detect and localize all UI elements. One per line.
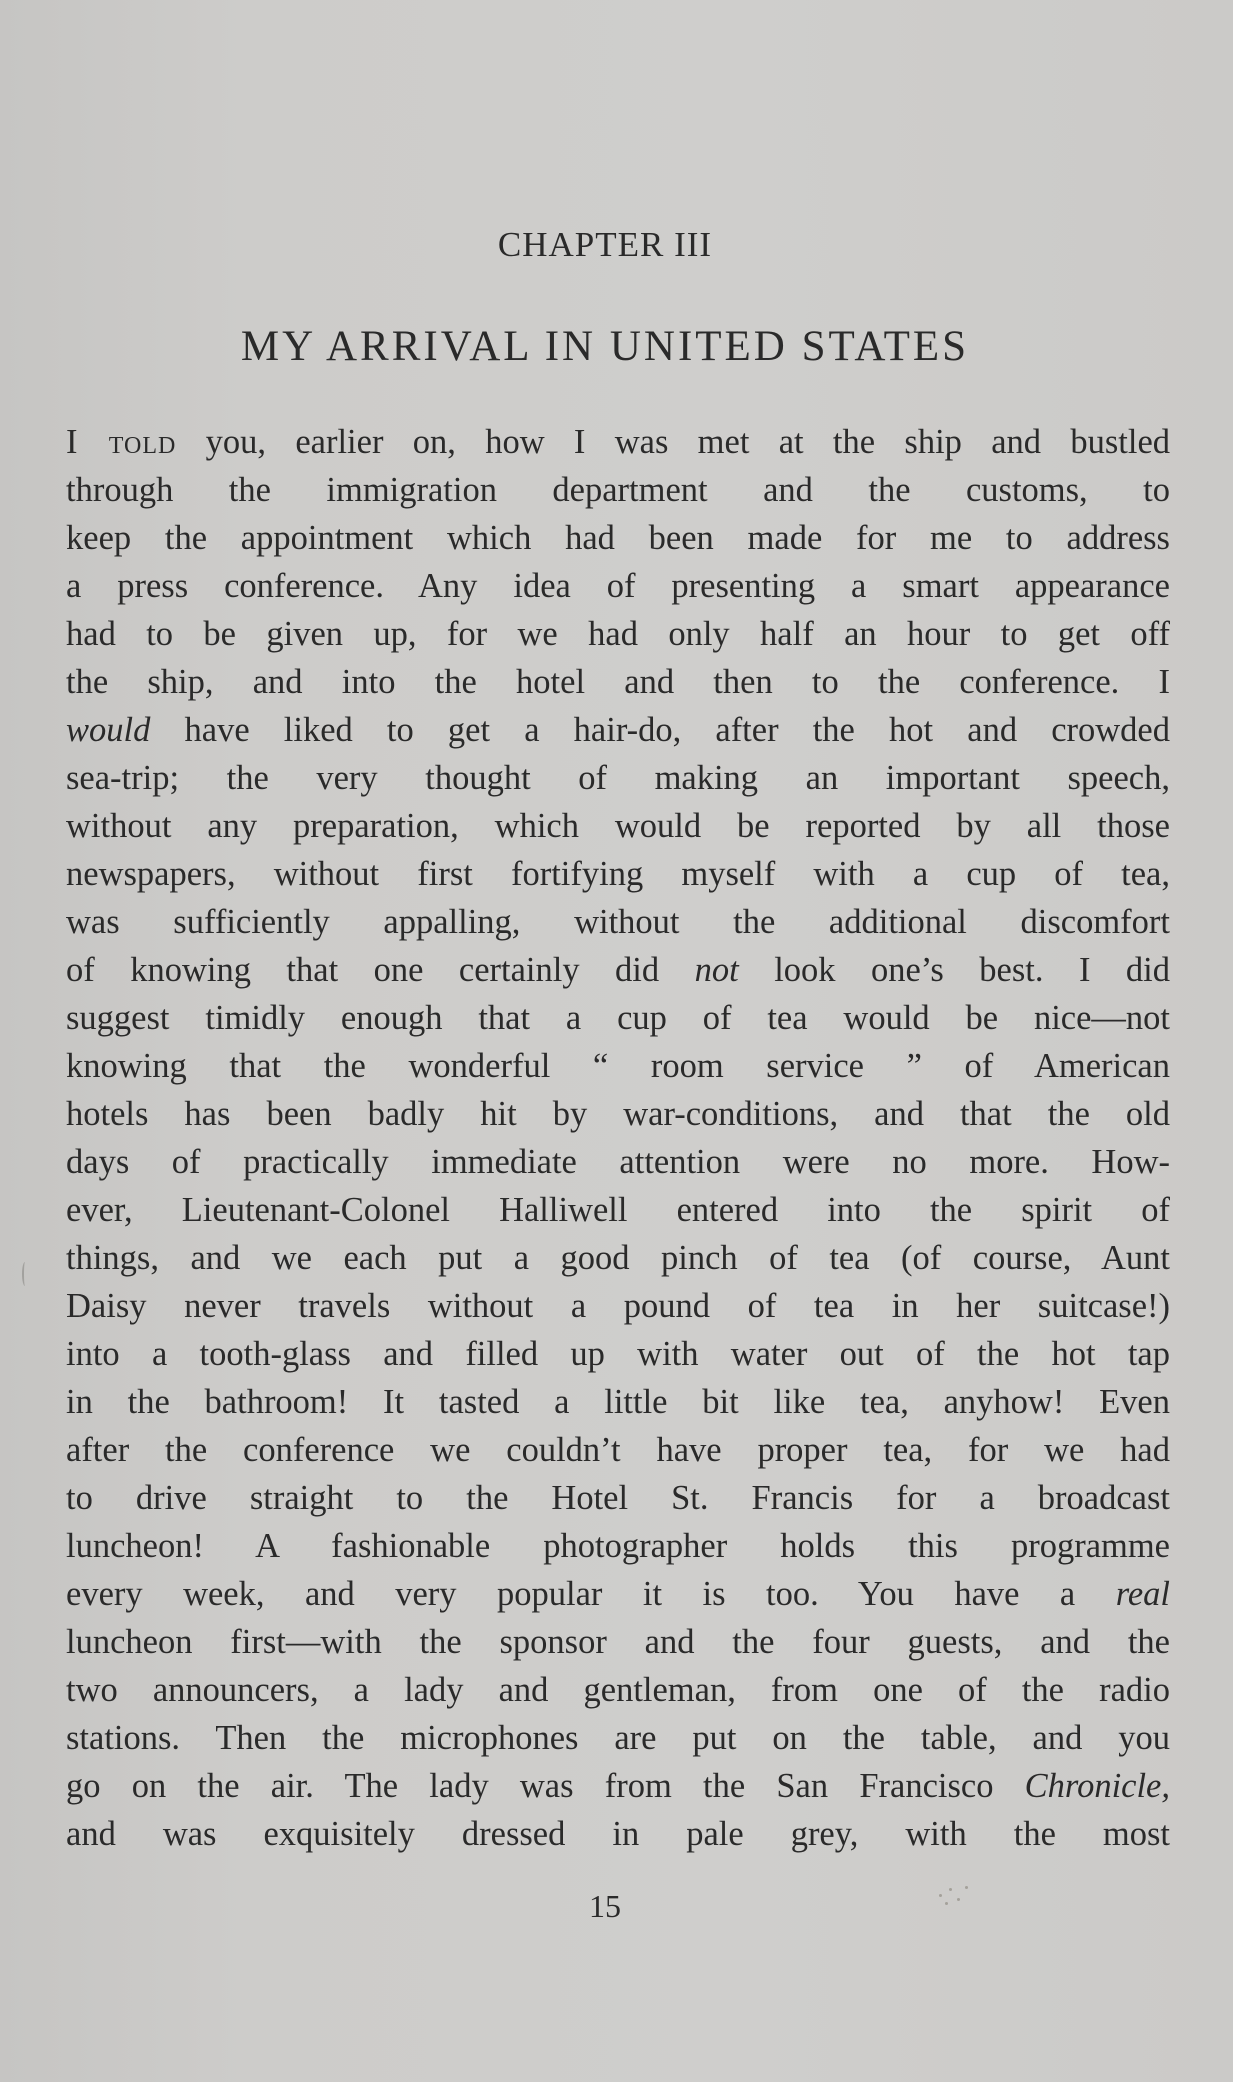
text-line: to drive straight to the Hotel St. Francis for a broadcast bbox=[66, 1479, 1170, 1517]
paper-specks bbox=[935, 1880, 975, 1910]
text-line: I told you, earlier on, how I was met at the ship and bustled bbox=[66, 423, 1170, 461]
text-line: after the conference we couldn’t have proper tea, for we had bbox=[66, 1431, 1170, 1469]
italic-word: would bbox=[66, 711, 151, 749]
opening-word: I told bbox=[66, 423, 177, 461]
text-line: a press conference. Any idea of presenting a smart appearance bbox=[66, 567, 1170, 605]
text-line: of knowing that one certainly did not look one’s best. I did bbox=[66, 951, 1170, 989]
text-line: sea-trip; the very thought of making an important speech, bbox=[66, 759, 1170, 797]
text-line: things, and we each put a good pinch of tea (of course, Aunt bbox=[66, 1239, 1170, 1277]
text-line: two announcers, a lady and gentleman, from one of the radio bbox=[66, 1671, 1170, 1709]
italic-word: real bbox=[1115, 1575, 1170, 1613]
text-line: every week, and very popular it is too. You have a real bbox=[66, 1575, 1170, 1613]
text-line: was sufficiently appalling, without the additional discomfort bbox=[66, 903, 1170, 941]
text-line: the ship, and into the hotel and then to the conference. I bbox=[66, 663, 1170, 701]
text-line: stations. Then the microphones are put on the table, and you bbox=[66, 1719, 1170, 1757]
text-line: suggest timidly enough that a cup of tea would be nice—not bbox=[66, 999, 1170, 1037]
chapter-title: MY ARRIVAL IN UNITED STATES bbox=[240, 323, 970, 370]
text-line: Daisy never travels without a pound of tea in her suitcase!) bbox=[66, 1287, 1170, 1325]
text-line: newspapers, without first fortifying myself with a cup of tea, bbox=[66, 855, 1170, 893]
text-line: keep the appointment which had been made for me to address bbox=[66, 519, 1170, 557]
text-line: luncheon first—with the sponsor and the four guests, and the bbox=[66, 1623, 1170, 1661]
text-line: go on the air. The lady was from the San Francisco Chronicle, bbox=[66, 1767, 1170, 1805]
text-line: into a tooth-glass and filled up with water out of the hot tap bbox=[66, 1335, 1170, 1373]
italic-word: Chronicle, bbox=[1024, 1767, 1170, 1805]
italic-word: not bbox=[694, 951, 739, 989]
text-line: days of practically immediate attention were no more. How- bbox=[66, 1143, 1170, 1181]
text-line: hotels has been badly hit by war-conditions, and that the old bbox=[66, 1095, 1170, 1133]
text-line: ever, Lieutenant-Colonel Halliwell entered into the spirit of bbox=[66, 1191, 1170, 1229]
body-text bbox=[66, 418, 1170, 1858]
text-line: through the immigration department and the customs, to bbox=[66, 471, 1170, 509]
text-line: and was exquisitely dressed in pale grey, with the most bbox=[66, 1815, 1170, 1853]
text-line: in the bathroom! It tasted a little bit like tea, anyhow! Even bbox=[66, 1383, 1170, 1421]
text-line: luncheon! A fashionable photographer holds this programme bbox=[66, 1527, 1170, 1565]
gutter-mark bbox=[22, 1262, 28, 1286]
text-line: would have liked to get a hair-do, after the hot and crowded bbox=[66, 711, 1170, 749]
text-line: knowing that the wonderful “ room service ” of American bbox=[66, 1047, 1170, 1085]
chapter-label: CHAPTER III bbox=[497, 225, 713, 264]
text-line: without any preparation, which would be reported by all those bbox=[66, 807, 1170, 845]
text-line: had to be given up, for we had only half an hour to get off bbox=[66, 615, 1170, 653]
page-number: 15 bbox=[589, 1888, 621, 1924]
